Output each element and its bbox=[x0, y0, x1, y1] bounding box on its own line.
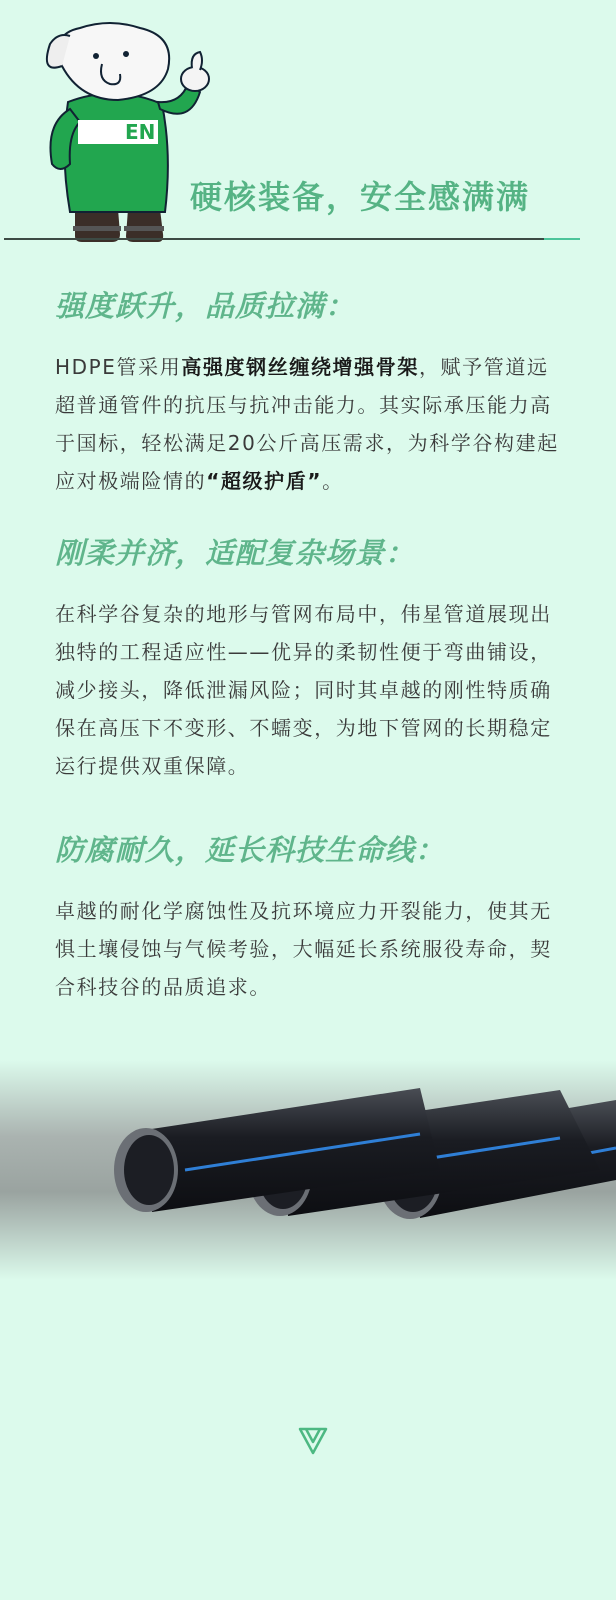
hdpe-pipes-image bbox=[0, 1060, 616, 1280]
section-body bbox=[55, 892, 565, 1006]
section-strength bbox=[55, 286, 565, 500]
page-title: 硬核装备，安全感满满 bbox=[190, 178, 531, 216]
body-run-bold: 高强度钢丝缠绕增强骨架 bbox=[181, 355, 419, 379]
header-divider bbox=[4, 238, 580, 240]
body-run: 在科学谷复杂的地形与管网布局中，伟星管道展现出独特的工程适应性——优异的柔韧性便于弯曲铺设，减少接头，降低泄漏风险；同时其卓越的刚性特质确保在高压下不变形、不蠕变，为地下管网的长期稳定运行提供双重保障。 bbox=[55, 602, 552, 778]
mascot-shirt-text: EN bbox=[125, 120, 156, 144]
section-body bbox=[55, 595, 565, 785]
double-chevron-down-icon bbox=[298, 1425, 328, 1457]
section-body bbox=[55, 348, 565, 500]
section-heading: 刚柔并济，适配复杂场景： bbox=[55, 536, 416, 570]
body-run: ，赋予管道远超普通管件的抗压与抗冲击能力。其实际承压能力高于国标，轻松满足20公斤高压需求，为科学谷构建起应对极端险情的 bbox=[55, 355, 559, 493]
header-divider-accent bbox=[544, 238, 580, 240]
body-run: 。 bbox=[322, 469, 344, 493]
body-run: HDPE管采用 bbox=[55, 355, 182, 379]
body-run: 卓越的耐化学腐蚀性及抗环境应力开裂能力，使其无惧土壤侵蚀与气候考验，大幅延长系统服役寿命，契合科技谷的品质追求。 bbox=[55, 899, 552, 999]
body-run-bold: “超级护盾” bbox=[206, 469, 323, 493]
section-heading: 防腐耐久，延长科技生命线： bbox=[55, 833, 446, 867]
section-durability bbox=[55, 830, 565, 1006]
section-heading: 强度跃升，品质拉满： bbox=[55, 289, 356, 323]
section-flexibility bbox=[55, 533, 565, 785]
